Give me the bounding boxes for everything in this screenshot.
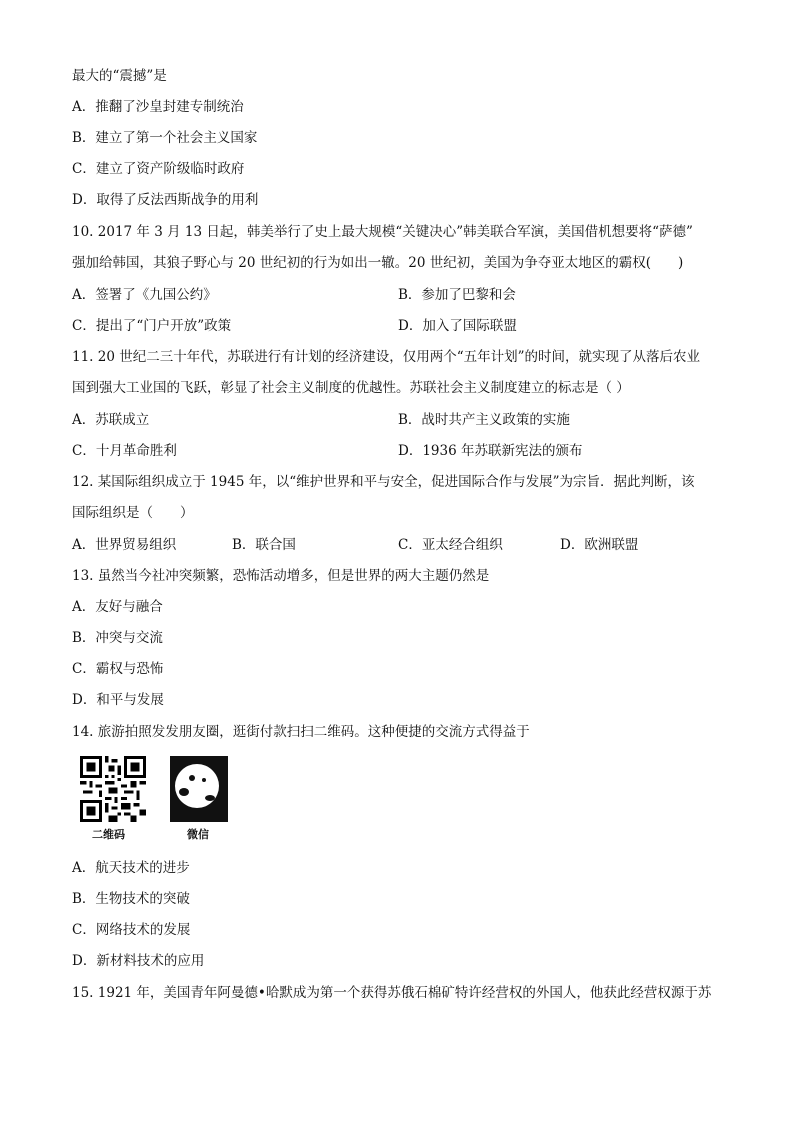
qr-code-caption: 二维码 [92,828,125,841]
q9-option-a: A．推翻了沙皇封建专制统治 [72,99,244,115]
q15-stem-line1: 15. 1921 年，美国青年阿曼德•哈默成为第一个获得苏俄石棉矿特许经营权的外国人，他获此经营权源于苏 [72,985,712,1001]
qr-code-icon [80,756,146,822]
q11-stem-line1: 11. 20 世纪二三十年代，苏联进行有计划的经济建设，仅用两个“五年计划”的时间，就实现了从落后农业 [72,349,701,365]
q14-stem: 14. 旅游拍照发发朋友圈，逛街付款扫扫二维码。这种便捷的交流方式得益于 [72,724,530,740]
q13-option-a: A．友好与融合 [72,599,163,615]
q12-option-c: C．亚太经合组织 [398,537,503,553]
q10-stem-line2: 强加给韩国，其狼子野心与 20 世纪初的行为如出一辙。20 世纪初，美国为争夺亚太地区的霸权( ) [72,255,684,271]
wechat-image [170,756,228,841]
wechat-caption: 微信 [187,828,209,841]
q12-option-d: D．欧洲联盟 [560,537,639,553]
q10-stem-line1: 10. 2017 年 3 月 13 日起，韩美举行了史上最大规模“关键决心”韩美联合军演，美国借机想要将“萨德” [72,224,693,240]
q11-option-d: D．1936 年苏联新宪法的颁布 [398,443,583,459]
q12-option-a: A．世界贸易组织 [72,537,177,553]
q10-option-c: C．提出了“门户开放”政策 [72,318,232,334]
q11-stem-line2: 国到强大工业国的飞跃，彰显了社会主义制度的优越性。苏联社会主义制度建立的标志是（ ） [72,380,630,396]
q9-stem-end: 最大的“震撼”是 [72,68,167,84]
q14-option-a: A．航天技术的进步 [72,860,190,876]
wechat-logo-icon [170,756,228,822]
q9-option-d: D．取得了反法西斯战争的用利 [72,192,259,208]
q14-option-c: C．网络技术的发展 [72,922,191,938]
qr-code-image [80,756,146,841]
q9-option-c: C．建立了资产阶级临时政府 [72,161,245,177]
q11-option-b: B．战时共产主义政策的实施 [398,412,570,428]
q10-option-d: D．加入了国际联盟 [398,318,517,334]
q13-option-d: D．和平与发展 [72,692,164,708]
q14-option-d: D．新材料技术的应用 [72,953,205,969]
q13-option-b: B．冲突与交流 [72,630,163,646]
q9-option-b: B．建立了第一个社会主义国家 [72,130,258,146]
q10-option-a: A．签署了《九国公约》 [72,287,217,303]
q13-stem: 13. 虽然当今社冲突频繁，恐怖活动增多，但是世界的两大主题仍然是 [72,568,490,584]
q13-option-c: C．霸权与恐怖 [72,661,164,677]
q14-option-b: B．生物技术的突破 [72,891,190,907]
q11-option-a: A．苏联成立 [72,412,150,428]
q12-stem-line2: 国际组织是（ ） [72,505,194,521]
q10-option-b: B．参加了巴黎和会 [398,287,516,303]
q12-option-b: B．联合国 [232,537,296,553]
q12-stem-line1: 12. 某国际组织成立于 1945 年，以“维护世界和平与安全，促进国际合作与发展”为宗旨．据此判断，该 [72,474,695,490]
q11-option-c: C．十月革命胜利 [72,443,177,459]
